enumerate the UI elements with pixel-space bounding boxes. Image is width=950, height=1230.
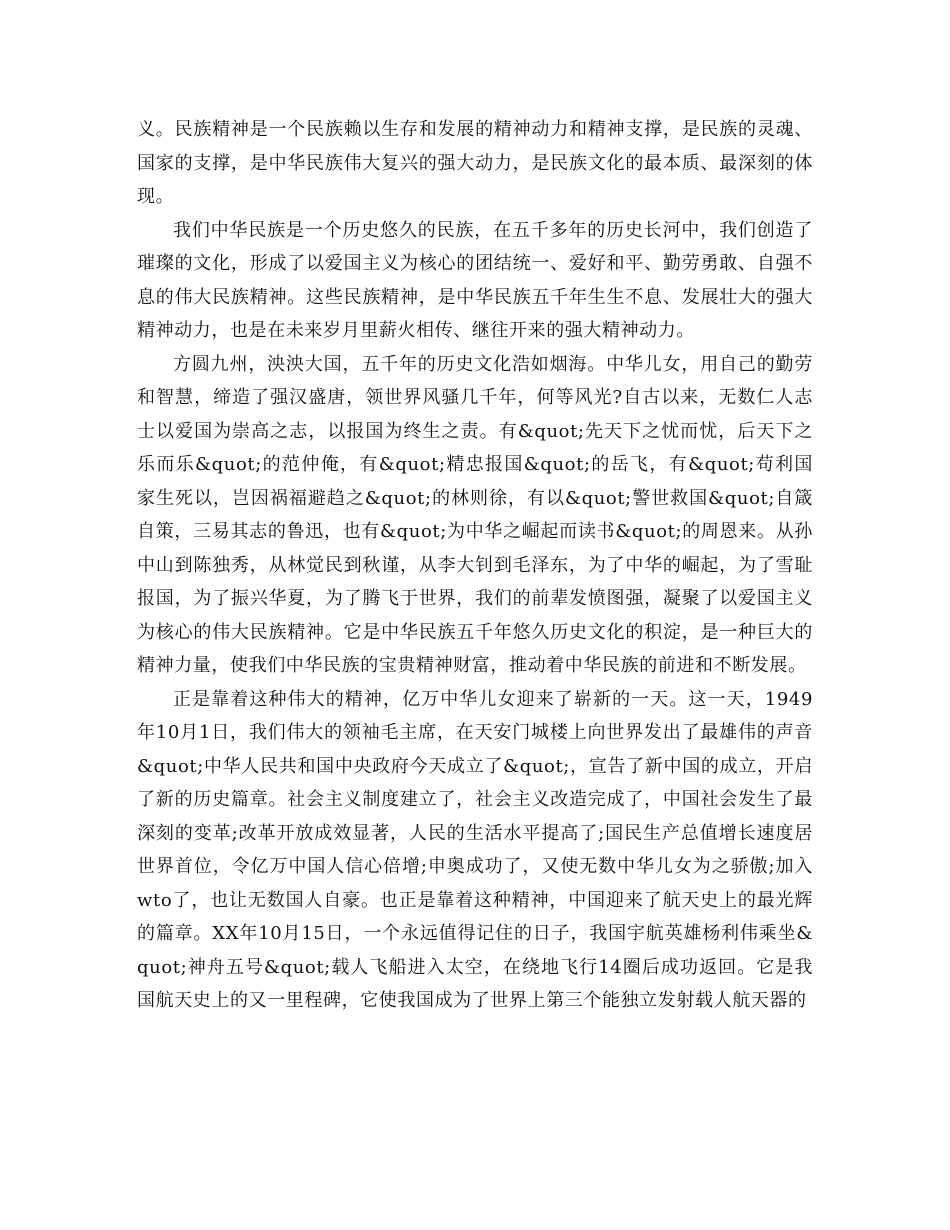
- document-body: [137, 113, 813, 1018]
- paragraph-1: 义。民族精神是一个民族赖以生存和发展的精神动力和精神支撑，是民族的灵魂、国家的支撑，是中华民族伟大复兴的强大动力，是民族文化的最本质、最深刻的体现。: [137, 119, 813, 207]
- paragraph-3: 方圆九州，泱泱大国，五千年的历史文化浩如烟海。中华儿女，用自己的勤劳和智慧，缔造了强汉盛唐，领世界风骚几千年，何等风光?自古以来，无数仁人志士以爱国为崇高之志，以报国为终生之责。有&quot;先天下之忧而忧，后天下之乐而乐&quot;的范仲俺，有&quot;精忠报国&quot;的岳飞，有&quot;苟利国家生死以，岂因祸福避趋之&quot;的林则徐，有以&quot;警世救国&quot;自箴自策，三易其志的鲁迅，也有&quot;为中华之崛起而读书&quot;的周恩来。从孙中山到陈独秀，从林觉民到秋谨，从李大钊到毛泽东，为了中华的崛起，为了雪耻报国，为了振兴华夏，为了腾飞于世界，我们的前辈发愤图强，凝聚了以爱国主义为核心的伟大民族精神。它是中华民族五千年悠久历史文化的积淀，是一种巨大的精神力量，使我们中华民族的宝贵精神财富，推动着中华民族的前进和不断发展。: [137, 353, 813, 676]
- paragraph-2: 我们中华民族是一个历史悠久的民族，在五千多年的历史长河中，我们创造了璀璨的文化，形成了以爱国主义为核心的团结统一、爱好和平、勤劳勇敢、自强不息的伟大民族精神。这些民族精神，是中华民族五千年生生不息、发展壮大的强大精神动力，也是在未来岁月里薪火相传、继往开来的强大精神动力。: [137, 219, 813, 341]
- paragraph-4: 正是靠着这种伟大的精神，亿万中华儿女迎来了崭新的一天。这一天，1949年10月1日，我们伟大的领袖毛主席，在天安门城楼上向世界发出了最雄伟的声音&quot;中华人民共和国中央政府今天成立了&quot;，宣告了新中国的成立，开启了新的历史篇章。社会主义制度建立了，社会主义改造完成了，中国社会发生了最深刻的变革;改革开放成效显著，人民的生活水平提高了;国民生产总值增长速度居世界首位，令亿万中国人信心倍增;申奥成功了，又使无数中华儿女为之骄傲;加入wto了，也让无数国人自豪。也正是靠着这种精神，中国迎来了航天史上的最光辉的篇章。XX年10月15日，一个永远值得记住的日子，我国宇航英雄杨利伟乘坐&quot;神舟五号&quot;载人飞船进入太空，在绕地飞行14圈后成功返回。它是我国航天史上的又一里程碑，它使我国成为了世界上第三个能独立发射载人航天器的: [137, 688, 813, 1011]
